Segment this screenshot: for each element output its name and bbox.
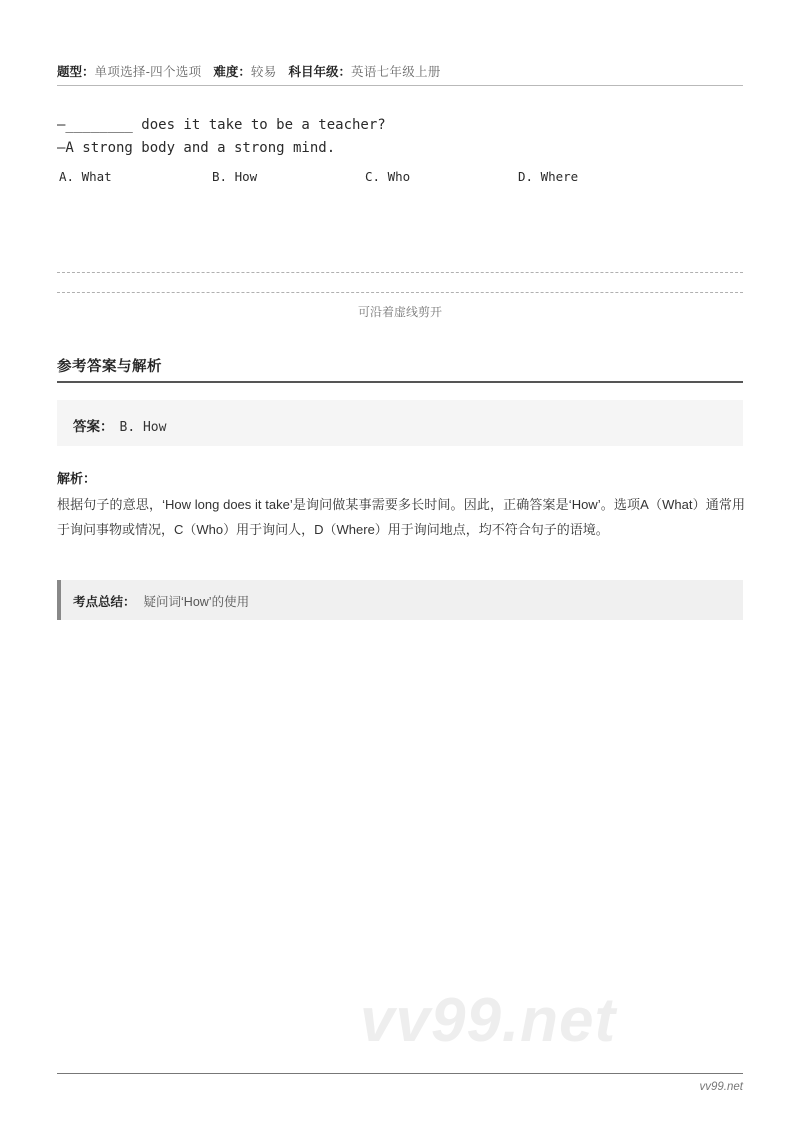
analysis-text: 根据句子的意思，‘How long does it take’是询问做某事需要多长时间。因此，正确答案是‘How’。选项A（What）通常用于询问事物或情况，C（Who）用于询问人，D（Where）用于询问地点，均不符合句子的语境。 (57, 497, 745, 537)
answer-section-divider (57, 381, 743, 383)
meta-subject-value: 英语七年级上册 (351, 65, 441, 79)
meta-difficulty-label: 难度： (213, 65, 251, 79)
footer-site-label: vv99.net (699, 1081, 743, 1093)
keypoint-content (73, 592, 249, 610)
watermark-text: vv99.net (360, 986, 617, 1055)
cut-hint-text: 可沿着虚线剪开 (357, 305, 442, 319)
footer-divider (57, 1073, 743, 1074)
question-meta (57, 62, 743, 80)
answer-section-title: 参考答案与解析 (57, 359, 162, 375)
cut-dashed-line-top (57, 272, 743, 273)
keypoint-value: 疑问词‘How’的使用 (143, 595, 250, 609)
option-c[interactable]: C. Who (365, 169, 411, 184)
cut-dashed-line-bottom (57, 292, 743, 293)
analysis-label: 解析： (57, 471, 97, 486)
meta-difficulty-value: 较易 (250, 65, 277, 79)
question-line-2: —A strong body and a strong mind. (57, 140, 336, 156)
question-line-1: —________ does it take to be a teacher? (57, 117, 386, 133)
option-d[interactable]: D. Where (518, 169, 579, 184)
meta-divider (57, 85, 743, 86)
answer-content (73, 415, 166, 435)
keypoint-label: 考点总结： (73, 595, 136, 609)
meta-type-label: 题型： (57, 65, 95, 79)
meta-type-value: 单项选择-四个选项 (94, 65, 202, 79)
option-b[interactable]: B. How (212, 169, 258, 184)
answer-label: 答案： (73, 419, 114, 434)
answer-value: B. How (119, 420, 167, 435)
meta-subject-label: 科目年级： (288, 65, 352, 79)
question-options (59, 169, 745, 184)
option-a[interactable]: A. What (59, 169, 112, 184)
